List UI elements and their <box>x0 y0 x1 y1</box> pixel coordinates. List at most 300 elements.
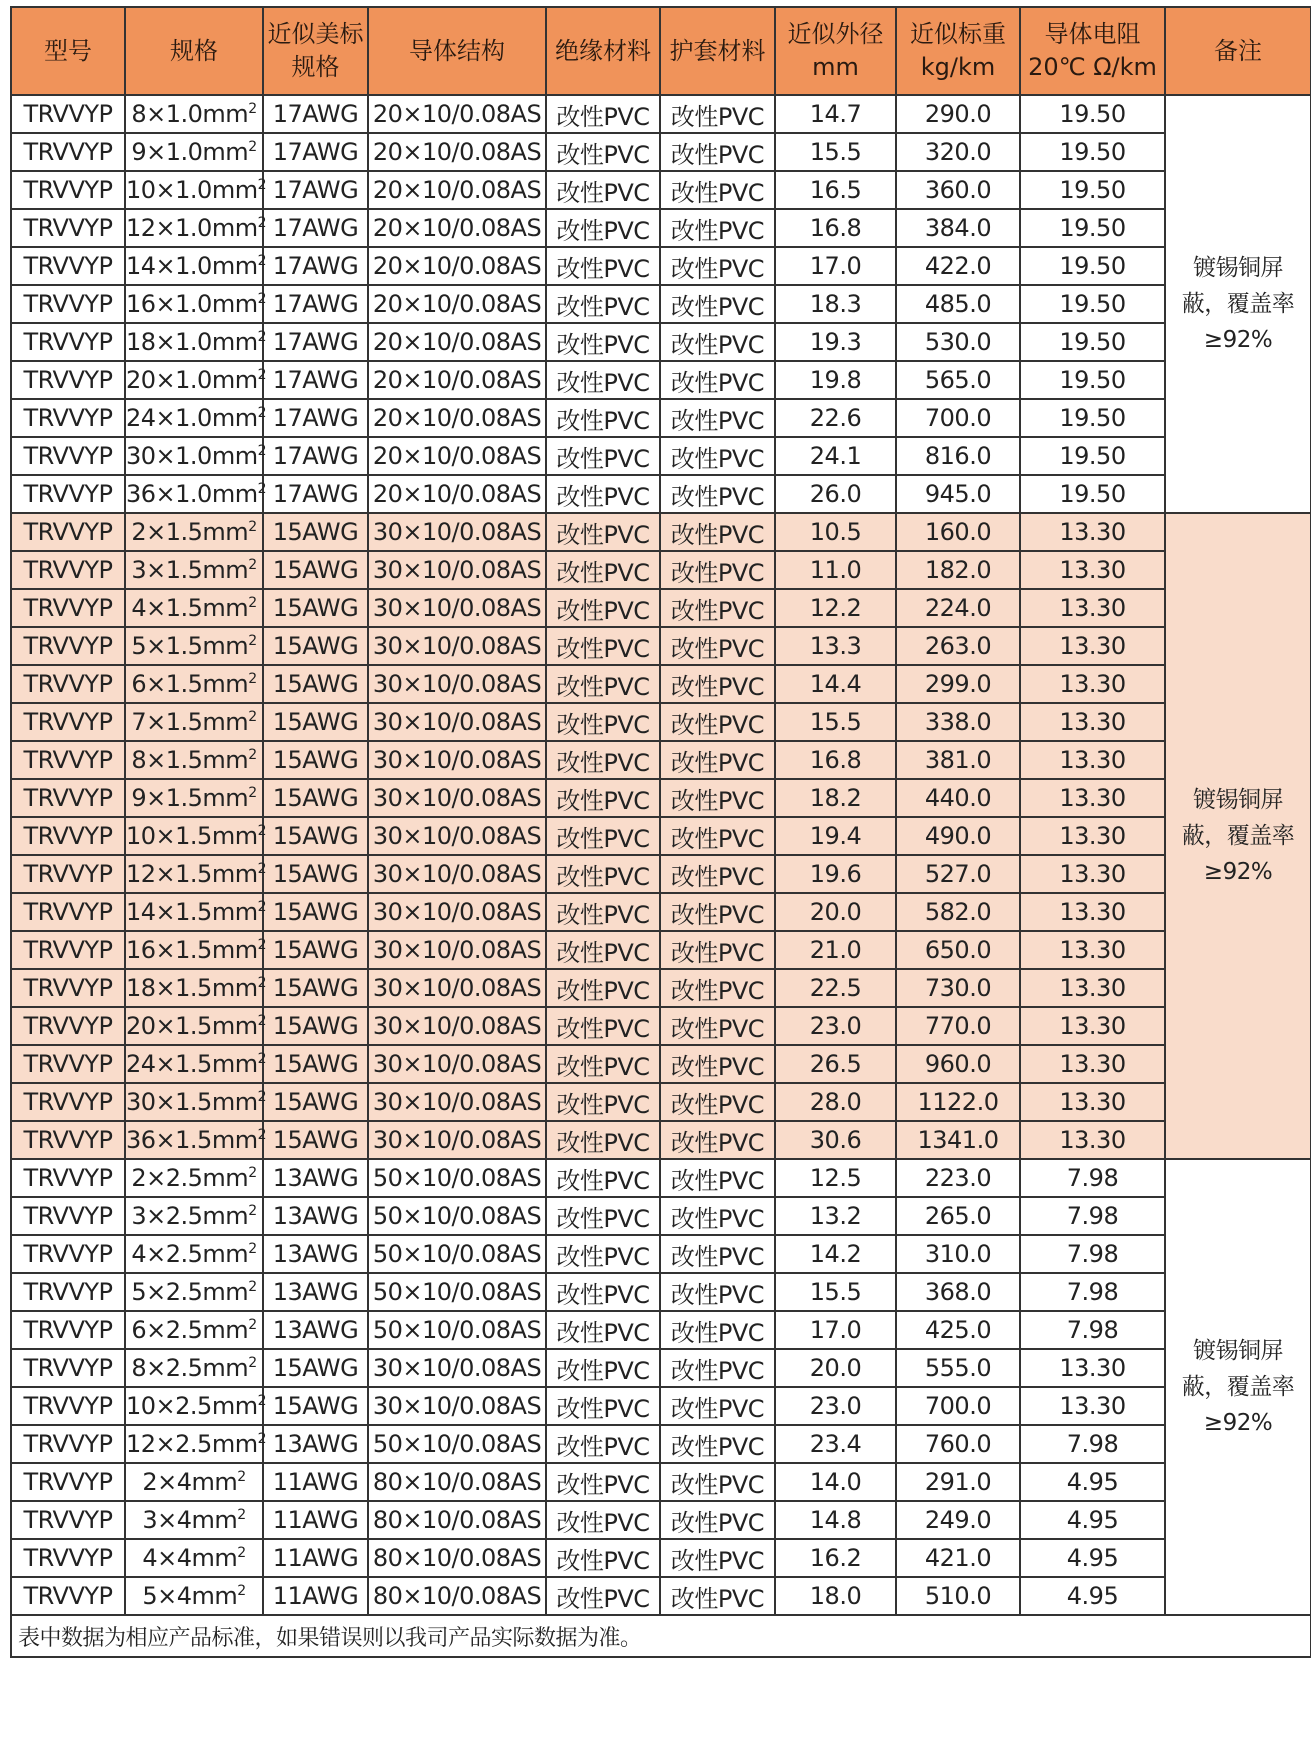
cell-insulation: 改性PVC <box>546 817 660 855</box>
unit-superscript: 2 <box>257 405 266 421</box>
table-row <box>11 437 1311 475</box>
cell-resistance: 13.30 <box>1020 931 1165 969</box>
cell-resistance: 4.95 <box>1020 1501 1165 1539</box>
unit-superscript: 2 <box>248 785 257 801</box>
cell-diameter: 20.0 <box>775 893 896 931</box>
cell-weight: 565.0 <box>896 361 1020 399</box>
cell-sheath: 改性PVC <box>660 627 775 665</box>
cell-weight: 384.0 <box>896 209 1020 247</box>
unit-superscript: 2 <box>248 709 257 725</box>
cell-spec: $3\times 4mm^2$ <box>125 1501 263 1539</box>
cell-diameter: 14.4 <box>775 665 896 703</box>
cell-weight: 160.0 <box>896 513 1020 551</box>
cell-sheath: 改性PVC <box>660 855 775 893</box>
unit-superscript: 2 <box>248 1355 257 1371</box>
cell-spec: $6\times 2.5mm^2$ <box>125 1311 263 1349</box>
cell-spec: $2\times 4mm^2$ <box>125 1463 263 1501</box>
cell-conductor: 20×10/0.08AS <box>368 361 546 399</box>
cell-resistance: 13.30 <box>1020 893 1165 931</box>
unit-superscript: 2 <box>257 329 266 345</box>
cell-sheath: 改性PVC <box>660 475 775 513</box>
cell-weight: 338.0 <box>896 703 1020 741</box>
table-row <box>11 1045 1311 1083</box>
unit-superscript: 2 <box>257 1393 266 1409</box>
cell-insulation: 改性PVC <box>546 361 660 399</box>
cell-awg: 15AWG <box>263 703 368 741</box>
cell-model: TRVVYP <box>11 931 125 969</box>
cell-model: TRVVYP <box>11 779 125 817</box>
cell-sheath: 改性PVC <box>660 893 775 931</box>
cell-spec: $10\times 1.5mm^2$ <box>125 817 263 855</box>
cell-model: TRVVYP <box>11 95 125 133</box>
cell-awg: 15AWG <box>263 589 368 627</box>
cell-resistance: 13.30 <box>1020 703 1165 741</box>
cell-weight: 224.0 <box>896 589 1020 627</box>
cell-diameter: 30.6 <box>775 1121 896 1159</box>
cell-sheath: 改性PVC <box>660 1349 775 1387</box>
cell-conductor: 30×10/0.08AS <box>368 969 546 1007</box>
cell-diameter: 23.0 <box>775 1387 896 1425</box>
table-row <box>11 95 1311 133</box>
unit-superscript: 2 <box>257 1051 266 1067</box>
cell-awg: 17AWG <box>263 399 368 437</box>
cell-diameter: 13.3 <box>775 627 896 665</box>
table-row <box>11 931 1311 969</box>
cell-resistance: 19.50 <box>1020 361 1165 399</box>
table-row <box>11 1083 1311 1121</box>
cell-sheath: 改性PVC <box>660 1387 775 1425</box>
unit-superscript: 2 <box>257 367 266 383</box>
cell-sheath: 改性PVC <box>660 1463 775 1501</box>
cell-diameter: 23.4 <box>775 1425 896 1463</box>
cell-spec: $9\times 1.0mm^2$ <box>125 133 263 171</box>
cell-awg: 17AWG <box>263 437 368 475</box>
cell-diameter: 18.0 <box>775 1577 896 1615</box>
cell-model: TRVVYP <box>11 1463 125 1501</box>
cell-conductor: 50×10/0.08AS <box>368 1197 546 1235</box>
cell-weight: 320.0 <box>896 133 1020 171</box>
cell-insulation: 改性PVC <box>546 1159 660 1197</box>
cell-diameter: 17.0 <box>775 247 896 285</box>
table-row <box>11 1539 1311 1577</box>
cell-model: TRVVYP <box>11 1501 125 1539</box>
cell-resistance: 19.50 <box>1020 475 1165 513</box>
cell-resistance: 13.30 <box>1020 1121 1165 1159</box>
cell-spec: $24\times 1.0mm^2$ <box>125 399 263 437</box>
cell-insulation: 改性PVC <box>546 665 660 703</box>
cell-conductor: 20×10/0.08AS <box>368 475 546 513</box>
cell-model: TRVVYP <box>11 361 125 399</box>
cell-spec: $10\times 2.5mm^2$ <box>125 1387 263 1425</box>
unit-superscript: 2 <box>257 177 266 193</box>
cell-awg: 11AWG <box>263 1501 368 1539</box>
cell-sheath: 改性PVC <box>660 247 775 285</box>
cell-model: TRVVYP <box>11 1577 125 1615</box>
cell-weight: 440.0 <box>896 779 1020 817</box>
cell-diameter: 16.8 <box>775 209 896 247</box>
cell-model: TRVVYP <box>11 437 125 475</box>
cell-diameter: 19.8 <box>775 361 896 399</box>
cell-weight: 249.0 <box>896 1501 1020 1539</box>
table-row <box>11 1273 1311 1311</box>
cell-resistance: 7.98 <box>1020 1197 1165 1235</box>
cell-spec: $7\times 1.5mm^2$ <box>125 703 263 741</box>
cell-sheath: 改性PVC <box>660 551 775 589</box>
cell-sheath: 改性PVC <box>660 209 775 247</box>
cell-insulation: 改性PVC <box>546 513 660 551</box>
cell-sheath: 改性PVC <box>660 95 775 133</box>
cell-spec: $16\times 1.5mm^2$ <box>125 931 263 969</box>
cell-diameter: 26.5 <box>775 1045 896 1083</box>
cell-diameter: 26.0 <box>775 475 896 513</box>
table-row <box>11 513 1311 551</box>
table-row <box>11 1387 1311 1425</box>
cell-conductor: 20×10/0.08AS <box>368 133 546 171</box>
table-row <box>11 1425 1311 1463</box>
table-row <box>11 1159 1311 1197</box>
cell-weight: 760.0 <box>896 1425 1020 1463</box>
cell-spec: $5\times 4mm^2$ <box>125 1577 263 1615</box>
cell-weight: 960.0 <box>896 1045 1020 1083</box>
table-row <box>11 361 1311 399</box>
cell-conductor: 80×10/0.08AS <box>368 1539 546 1577</box>
cell-insulation: 改性PVC <box>546 133 660 171</box>
cell-resistance: 13.30 <box>1020 665 1165 703</box>
cell-awg: 11AWG <box>263 1577 368 1615</box>
cell-spec: $6\times 1.5mm^2$ <box>125 665 263 703</box>
cell-sheath: 改性PVC <box>660 1425 775 1463</box>
cell-model: TRVVYP <box>11 1539 125 1577</box>
cell-awg: 13AWG <box>263 1235 368 1273</box>
cell-model: TRVVYP <box>11 1045 125 1083</box>
cell-spec: $4\times 1.5mm^2$ <box>125 589 263 627</box>
cell-spec: $30\times 1.5mm^2$ <box>125 1083 263 1121</box>
cell-awg: 15AWG <box>263 1007 368 1045</box>
cell-weight: 421.0 <box>896 1539 1020 1577</box>
cell-model: TRVVYP <box>11 323 125 361</box>
unit-superscript: 2 <box>257 1013 266 1029</box>
cell-awg: 15AWG <box>263 855 368 893</box>
cell-insulation: 改性PVC <box>546 1387 660 1425</box>
cell-weight: 299.0 <box>896 665 1020 703</box>
cell-model: TRVVYP <box>11 1083 125 1121</box>
cell-conductor: 20×10/0.08AS <box>368 247 546 285</box>
cell-conductor: 50×10/0.08AS <box>368 1311 546 1349</box>
cell-conductor: 30×10/0.08AS <box>368 1007 546 1045</box>
cell-awg: 17AWG <box>263 323 368 361</box>
cell-insulation: 改性PVC <box>546 1311 660 1349</box>
header-diameter: 近似外径 mm <box>775 7 896 95</box>
cell-conductor: 50×10/0.08AS <box>368 1235 546 1273</box>
cell-diameter: 14.7 <box>775 95 896 133</box>
cell-conductor: 80×10/0.08AS <box>368 1577 546 1615</box>
cell-awg: 15AWG <box>263 1045 368 1083</box>
cell-awg: 15AWG <box>263 1121 368 1159</box>
cell-sheath: 改性PVC <box>660 361 775 399</box>
cell-weight: 730.0 <box>896 969 1020 1007</box>
cell-spec: $5\times 2.5mm^2$ <box>125 1273 263 1311</box>
table-row <box>11 551 1311 589</box>
table-row <box>11 1577 1311 1615</box>
cell-diameter: 17.0 <box>775 1311 896 1349</box>
cell-conductor: 50×10/0.08AS <box>368 1273 546 1311</box>
cell-model: TRVVYP <box>11 589 125 627</box>
cell-awg: 17AWG <box>263 133 368 171</box>
cell-model: TRVVYP <box>11 1387 125 1425</box>
cell-insulation: 改性PVC <box>546 1539 660 1577</box>
cell-spec: $12\times 1.5mm^2$ <box>125 855 263 893</box>
cell-awg: 15AWG <box>263 513 368 551</box>
cell-insulation: 改性PVC <box>546 1349 660 1387</box>
cell-model: TRVVYP <box>11 1007 125 1045</box>
cell-diameter: 13.2 <box>775 1197 896 1235</box>
cell-diameter: 12.5 <box>775 1159 896 1197</box>
cell-awg: 17AWG <box>263 361 368 399</box>
cell-weight: 368.0 <box>896 1273 1020 1311</box>
cell-insulation: 改性PVC <box>546 1463 660 1501</box>
cell-conductor: 80×10/0.08AS <box>368 1463 546 1501</box>
cell-conductor: 30×10/0.08AS <box>368 513 546 551</box>
cell-spec: $10\times 1.0mm^2$ <box>125 171 263 209</box>
group-note: 镀锡铜屏蔽，覆盖率≥92% <box>1165 1159 1311 1615</box>
unit-superscript: 2 <box>248 519 257 535</box>
cell-awg: 13AWG <box>263 1197 368 1235</box>
cell-sheath: 改性PVC <box>660 1121 775 1159</box>
footer-disclaimer: 表中数据为相应产品标准，如果错误则以我司产品实际数据为准。 <box>11 1615 1311 1657</box>
cell-insulation: 改性PVC <box>546 1577 660 1615</box>
cell-awg: 15AWG <box>263 779 368 817</box>
cell-awg: 17AWG <box>263 171 368 209</box>
cell-weight: 770.0 <box>896 1007 1020 1045</box>
cell-awg: 17AWG <box>263 285 368 323</box>
unit-superscript: 2 <box>257 861 266 877</box>
cell-resistance: 13.30 <box>1020 551 1165 589</box>
cell-resistance: 13.30 <box>1020 513 1165 551</box>
table-row <box>11 1235 1311 1273</box>
cell-weight: 945.0 <box>896 475 1020 513</box>
cell-diameter: 28.0 <box>775 1083 896 1121</box>
unit-superscript: 2 <box>257 443 266 459</box>
cell-insulation: 改性PVC <box>546 95 660 133</box>
cell-conductor: 30×10/0.08AS <box>368 931 546 969</box>
cell-awg: 15AWG <box>263 551 368 589</box>
cell-model: TRVVYP <box>11 627 125 665</box>
table-row <box>11 209 1311 247</box>
cell-model: TRVVYP <box>11 665 125 703</box>
cell-model: TRVVYP <box>11 209 125 247</box>
unit-superscript: 2 <box>248 1165 257 1181</box>
cell-weight: 650.0 <box>896 931 1020 969</box>
header-note: 备注 <box>1165 7 1311 95</box>
cell-conductor: 30×10/0.08AS <box>368 1083 546 1121</box>
table-row <box>11 969 1311 1007</box>
cell-spec: $5\times 1.5mm^2$ <box>125 627 263 665</box>
unit-superscript: 2 <box>248 1203 257 1219</box>
cell-model: TRVVYP <box>11 1121 125 1159</box>
cell-conductor: 30×10/0.08AS <box>368 1045 546 1083</box>
cell-sheath: 改性PVC <box>660 285 775 323</box>
cell-spec: $24\times 1.5mm^2$ <box>125 1045 263 1083</box>
cell-diameter: 16.2 <box>775 1539 896 1577</box>
cell-awg: 15AWG <box>263 1349 368 1387</box>
cell-awg: 17AWG <box>263 95 368 133</box>
cell-conductor: 50×10/0.08AS <box>368 1159 546 1197</box>
cell-resistance: 19.50 <box>1020 209 1165 247</box>
cell-resistance: 19.50 <box>1020 437 1165 475</box>
cell-conductor: 20×10/0.08AS <box>368 399 546 437</box>
cell-spec: $18\times 1.0mm^2$ <box>125 323 263 361</box>
cell-sheath: 改性PVC <box>660 1577 775 1615</box>
cell-diameter: 15.5 <box>775 133 896 171</box>
unit-superscript: 2 <box>257 481 266 497</box>
cell-weight: 290.0 <box>896 95 1020 133</box>
table-row <box>11 1007 1311 1045</box>
unit-superscript: 2 <box>248 1279 257 1295</box>
cell-diameter: 19.4 <box>775 817 896 855</box>
cell-resistance: 19.50 <box>1020 247 1165 285</box>
cell-insulation: 改性PVC <box>546 1501 660 1539</box>
cell-spec: $8\times 1.0mm^2$ <box>125 95 263 133</box>
cell-conductor: 30×10/0.08AS <box>368 817 546 855</box>
cell-insulation: 改性PVC <box>546 1121 660 1159</box>
cell-sheath: 改性PVC <box>660 1311 775 1349</box>
unit-superscript: 2 <box>237 1507 246 1523</box>
table-row <box>11 399 1311 437</box>
cell-weight: 310.0 <box>896 1235 1020 1273</box>
cell-insulation: 改性PVC <box>546 855 660 893</box>
cell-spec: $2\times 1.5mm^2$ <box>125 513 263 551</box>
cell-model: TRVVYP <box>11 551 125 589</box>
cell-insulation: 改性PVC <box>546 437 660 475</box>
cell-model: TRVVYP <box>11 1273 125 1311</box>
table-row <box>11 817 1311 855</box>
cell-resistance: 7.98 <box>1020 1273 1165 1311</box>
cell-weight: 265.0 <box>896 1197 1020 1235</box>
table-row <box>11 1501 1311 1539</box>
cell-spec: $3\times 1.5mm^2$ <box>125 551 263 589</box>
unit-superscript: 2 <box>257 1089 266 1105</box>
cell-resistance: 13.30 <box>1020 817 1165 855</box>
cell-resistance: 4.95 <box>1020 1577 1165 1615</box>
unit-superscript: 2 <box>237 1545 246 1561</box>
unit-superscript: 2 <box>248 595 257 611</box>
cell-conductor: 30×10/0.08AS <box>368 893 546 931</box>
cell-spec: $16\times 1.0mm^2$ <box>125 285 263 323</box>
cell-spec: $8\times 1.5mm^2$ <box>125 741 263 779</box>
cell-resistance: 13.30 <box>1020 1083 1165 1121</box>
unit-superscript: 2 <box>248 671 257 687</box>
cell-weight: 223.0 <box>896 1159 1020 1197</box>
cell-diameter: 20.0 <box>775 1349 896 1387</box>
cell-conductor: 30×10/0.08AS <box>368 1121 546 1159</box>
cell-weight: 816.0 <box>896 437 1020 475</box>
cell-sheath: 改性PVC <box>660 741 775 779</box>
table-row <box>11 133 1311 171</box>
cell-sheath: 改性PVC <box>660 1007 775 1045</box>
cell-awg: 11AWG <box>263 1539 368 1577</box>
cell-spec: $36\times 1.5mm^2$ <box>125 1121 263 1159</box>
unit-superscript: 2 <box>257 823 266 839</box>
cell-sheath: 改性PVC <box>660 665 775 703</box>
cell-insulation: 改性PVC <box>546 1235 660 1273</box>
unit-superscript: 2 <box>248 557 257 573</box>
header-model: 型号 <box>11 7 125 95</box>
cell-diameter: 16.5 <box>775 171 896 209</box>
cell-spec: $30\times 1.0mm^2$ <box>125 437 263 475</box>
cell-conductor: 30×10/0.08AS <box>368 1349 546 1387</box>
cell-weight: 1122.0 <box>896 1083 1020 1121</box>
cell-sheath: 改性PVC <box>660 1045 775 1083</box>
cell-sheath: 改性PVC <box>660 1501 775 1539</box>
cell-model: TRVVYP <box>11 247 125 285</box>
cell-spec: $8\times 2.5mm^2$ <box>125 1349 263 1387</box>
cell-diameter: 16.8 <box>775 741 896 779</box>
cell-insulation: 改性PVC <box>546 627 660 665</box>
cell-awg: 15AWG <box>263 969 368 1007</box>
table-row <box>11 893 1311 931</box>
cell-conductor: 30×10/0.08AS <box>368 703 546 741</box>
cell-model: TRVVYP <box>11 1235 125 1273</box>
cell-awg: 15AWG <box>263 817 368 855</box>
table-row <box>11 855 1311 893</box>
table-row <box>11 741 1311 779</box>
cell-diameter: 14.8 <box>775 1501 896 1539</box>
cell-diameter: 12.2 <box>775 589 896 627</box>
cell-weight: 422.0 <box>896 247 1020 285</box>
cell-weight: 485.0 <box>896 285 1020 323</box>
cell-sheath: 改性PVC <box>660 703 775 741</box>
cell-conductor: 30×10/0.08AS <box>368 627 546 665</box>
cell-model: TRVVYP <box>11 133 125 171</box>
cell-sheath: 改性PVC <box>660 1273 775 1311</box>
group-note: 镀锡铜屏蔽，覆盖率≥92% <box>1165 513 1311 1159</box>
table-header <box>11 7 1311 95</box>
cell-weight: 527.0 <box>896 855 1020 893</box>
cell-insulation: 改性PVC <box>546 285 660 323</box>
cell-model: TRVVYP <box>11 513 125 551</box>
cell-sheath: 改性PVC <box>660 969 775 1007</box>
cell-diameter: 19.3 <box>775 323 896 361</box>
cell-resistance: 13.30 <box>1020 779 1165 817</box>
header-insulation: 绝缘材料 <box>546 7 660 95</box>
cell-awg: 17AWG <box>263 209 368 247</box>
cell-diameter: 21.0 <box>775 931 896 969</box>
cell-spec: $20\times 1.5mm^2$ <box>125 1007 263 1045</box>
cell-diameter: 18.2 <box>775 779 896 817</box>
cell-diameter: 11.0 <box>775 551 896 589</box>
cell-spec: $3\times 2.5mm^2$ <box>125 1197 263 1235</box>
cell-weight: 182.0 <box>896 551 1020 589</box>
cell-resistance: 7.98 <box>1020 1235 1165 1273</box>
unit-superscript: 2 <box>257 253 266 269</box>
cell-conductor: 30×10/0.08AS <box>368 855 546 893</box>
cell-weight: 1341.0 <box>896 1121 1020 1159</box>
unit-superscript: 2 <box>237 1583 246 1599</box>
cell-awg: 15AWG <box>263 1387 368 1425</box>
cell-insulation: 改性PVC <box>546 171 660 209</box>
cell-sheath: 改性PVC <box>660 1197 775 1235</box>
unit-superscript: 2 <box>237 1469 246 1485</box>
table-row <box>11 627 1311 665</box>
cell-sheath: 改性PVC <box>660 513 775 551</box>
table-row <box>11 171 1311 209</box>
cell-weight: 360.0 <box>896 171 1020 209</box>
table-row <box>11 1311 1311 1349</box>
cell-resistance: 7.98 <box>1020 1425 1165 1463</box>
cell-conductor: 30×10/0.08AS <box>368 741 546 779</box>
header-spec: 规格 <box>125 7 263 95</box>
cell-model: TRVVYP <box>11 399 125 437</box>
